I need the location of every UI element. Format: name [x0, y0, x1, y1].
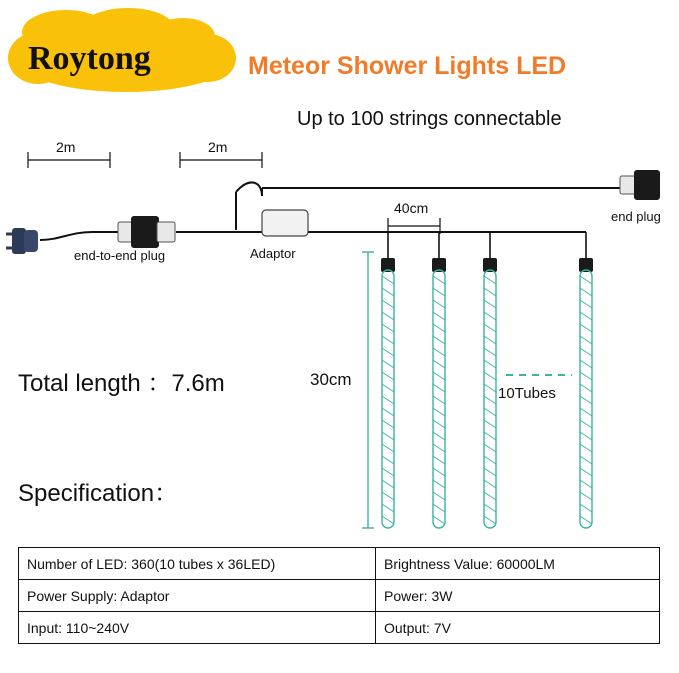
label-adaptor: Adaptor	[250, 246, 296, 261]
table-cell: Output: 7V	[376, 612, 660, 644]
wall-plug-icon	[6, 228, 38, 254]
dimension-label-plug-to-connector: 2m	[56, 139, 76, 155]
specification-table	[18, 547, 660, 644]
light-tubes	[381, 258, 593, 528]
total-length-text: Total length ：7.6m	[18, 370, 225, 397]
end-to-end-plug-icon	[118, 216, 175, 248]
label-tube-count: 10Tubes	[498, 385, 556, 402]
table-row	[19, 548, 660, 580]
brand-name: Roytong	[28, 40, 151, 77]
adaptor-icon	[262, 210, 308, 236]
headline: Meteor Shower Lights LED	[248, 52, 567, 80]
dimension-label-tube-length: 30cm	[310, 370, 352, 389]
label-end-to-end-plug: end-to-end plug	[74, 248, 166, 263]
table-row	[19, 612, 660, 644]
specification-title: Specification：	[18, 480, 179, 507]
table-cell: Power Supply: Adaptor	[19, 580, 376, 612]
end-plug-icon	[620, 170, 660, 200]
table-row	[19, 580, 660, 612]
table-cell: Brightness Value: 60000LM	[376, 548, 660, 580]
dimension-label-connector-to-adaptor: 2m	[208, 139, 228, 155]
table-cell: Power: 3W	[376, 580, 660, 612]
table-cell: Input: 110~240V	[19, 612, 376, 644]
label-end-plug: end plug	[611, 209, 661, 224]
subheadline: Up to 100 strings connectable	[297, 108, 562, 130]
dimension-label-tube-spacing: 40cm	[394, 200, 429, 216]
table-cell: Number of LED: 360(10 tubes x 36LED)	[19, 548, 376, 580]
